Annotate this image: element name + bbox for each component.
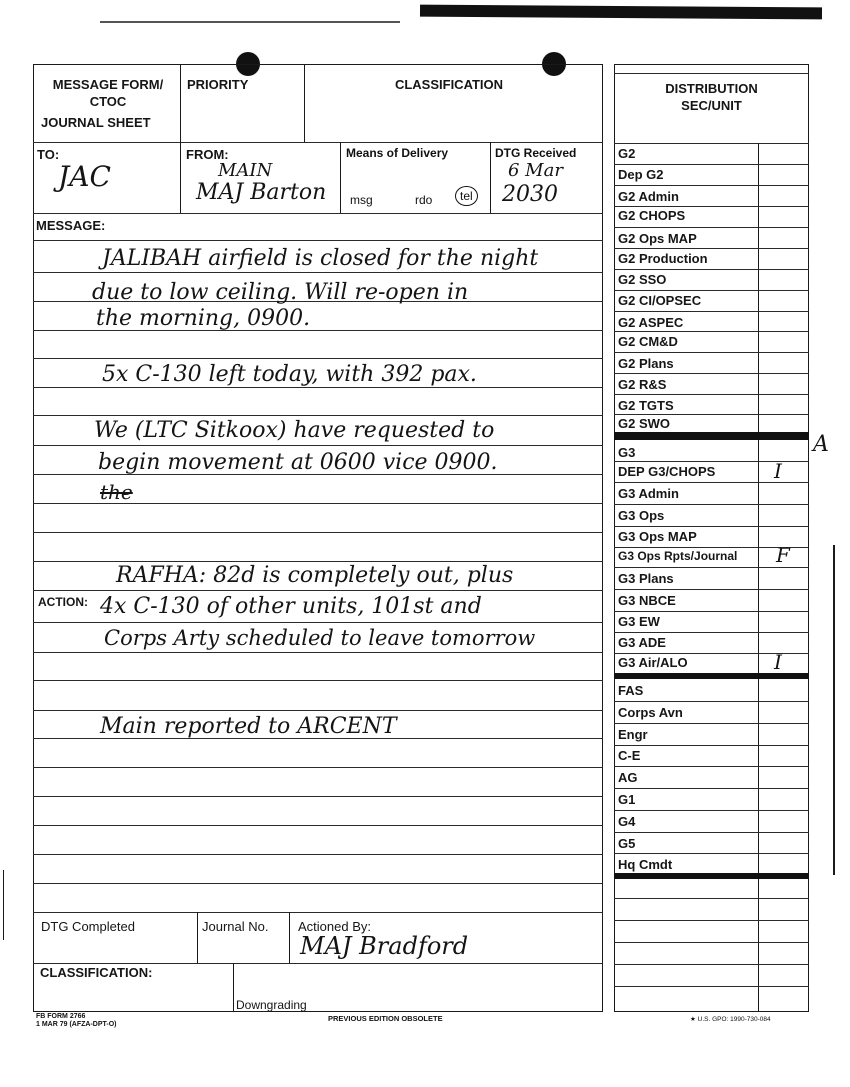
form-number-line-1: FB FORM 2766 xyxy=(36,1013,86,1020)
ruled-line xyxy=(33,272,603,273)
scan-smudge-left xyxy=(100,21,400,23)
distribution-separator-g2-g3 xyxy=(614,432,809,440)
classification-label: CLASSIFICATION xyxy=(394,77,504,92)
distribution-rule xyxy=(614,227,809,228)
distribution-top-rule xyxy=(614,73,809,74)
message-line: Main reported to ARCENT xyxy=(100,714,397,739)
dist-item-ce: C-E xyxy=(618,748,641,763)
header-col-1 xyxy=(180,64,181,142)
distribution-rule xyxy=(614,853,809,854)
distribution-rule xyxy=(614,745,809,746)
distribution-rule xyxy=(614,394,809,395)
footer-col-2 xyxy=(289,912,290,963)
dist-item-g1: G1 xyxy=(618,792,636,807)
routing-col-3 xyxy=(490,142,491,213)
distribution-rule xyxy=(614,373,809,374)
dist-item-g3-ade: G3 ADE xyxy=(618,635,666,650)
dist-item-ag: AG xyxy=(618,770,638,785)
distribution-rule xyxy=(614,723,809,724)
footer-col-1 xyxy=(197,912,198,963)
dist-item-g4: G4 xyxy=(618,814,636,829)
distribution-mark-column xyxy=(758,143,759,1012)
distribution-rule xyxy=(614,589,809,590)
gpo-note: ★ U.S. GPO: 1990-730-084 xyxy=(690,1016,771,1023)
distribution-rule xyxy=(614,311,809,312)
distribution-separator-bottom xyxy=(614,873,809,879)
dist-item-g2-ops-map: G2 Ops MAP xyxy=(618,231,697,246)
message-line: begin movement at 0600 vice 0900. xyxy=(98,450,498,475)
footer-col-3 xyxy=(233,963,234,1012)
message-line: 5x C-130 left today, with 392 pax. xyxy=(102,362,477,387)
form-number-line-2: 1 MAR 79 (AFZA-DPT-O) xyxy=(36,1021,117,1028)
ruled-line xyxy=(33,415,603,416)
ruled-line xyxy=(33,854,603,855)
dist-item-g3: G3 xyxy=(618,445,636,460)
ruled-line xyxy=(33,883,603,884)
dist-item-g3-air-alo: G3 Air/ALO xyxy=(618,655,688,670)
message-line: We (LTC Sitkoox) have requested to xyxy=(94,418,495,443)
dtg-received-day: 6 Mar xyxy=(508,160,563,181)
header-divider xyxy=(33,142,603,143)
ruled-line xyxy=(33,532,603,533)
dist-item-fas: FAS xyxy=(618,683,644,698)
distribution-header-divider xyxy=(614,143,809,144)
dist-item-g2: G2 xyxy=(618,146,636,161)
message-label: MESSAGE: xyxy=(36,218,106,233)
distribution-title-line-2: SEC/UNIT xyxy=(681,98,742,113)
routing-col-2 xyxy=(340,142,341,213)
dtg-received-label: DTG Received xyxy=(495,146,577,160)
journal-sheet-label: JOURNAL SHEET xyxy=(41,115,151,130)
to-label: TO: xyxy=(37,147,60,162)
mark-g3-air-alo: I xyxy=(774,650,782,674)
means-option-tel: tel xyxy=(455,186,478,206)
distribution-rule xyxy=(614,920,809,921)
mark-dep-g3-chops: I xyxy=(774,459,782,483)
dist-item-g3-ops-rpts: G3 Ops Rpts/Journal xyxy=(618,549,738,563)
dist-item-g2-swo: G2 SWO xyxy=(618,416,671,431)
ruled-line xyxy=(33,680,603,681)
distribution-rule xyxy=(614,986,809,987)
means-option-msg: msg xyxy=(350,193,373,207)
distribution-rule xyxy=(614,788,809,789)
dist-item-g5: G5 xyxy=(618,836,636,851)
distribution-rule xyxy=(614,567,809,568)
message-line: due to low ceiling. Will re-open in xyxy=(92,280,469,305)
ruled-line xyxy=(33,561,603,562)
priority-label: PRIORITY xyxy=(187,77,249,92)
distribution-rule xyxy=(614,964,809,965)
distribution-rule xyxy=(614,352,809,353)
dist-item-g2-rs: G2 R&S xyxy=(618,377,667,392)
mark-margin: A xyxy=(813,432,829,457)
dtg-completed-label: DTG Completed xyxy=(41,919,135,934)
message-line: 4x C-130 of other units, 101st and xyxy=(100,594,482,619)
dist-item-engr: Engr xyxy=(618,727,648,742)
dist-item-g2-ci-opsec: G2 CI/OPSEC xyxy=(618,293,702,308)
right-margin-line xyxy=(833,545,835,875)
dist-item-corps-avn: Corps Avn xyxy=(618,705,683,720)
distribution-rule xyxy=(614,206,809,207)
dist-item-dep-g3-chops: DEP G3/CHOPS xyxy=(618,464,716,479)
distribution-rule xyxy=(614,898,809,899)
distribution-rule xyxy=(614,942,809,943)
to-value: JAC xyxy=(58,160,111,193)
action-label: ACTION: xyxy=(38,595,88,609)
dist-item-g3-ew: G3 EW xyxy=(618,614,660,629)
ruled-line xyxy=(33,825,603,826)
means-option-rdo: rdo xyxy=(415,193,433,207)
distribution-rule xyxy=(614,526,809,527)
from-label: FROM: xyxy=(186,147,229,162)
form-number xyxy=(36,1013,117,1029)
dist-item-g3-nbce: G3 NBCE xyxy=(618,593,676,608)
message-line: Corps Arty scheduled to leave tomorrow xyxy=(104,626,536,650)
dist-item-g2-chops: G2 CHOPS xyxy=(618,208,686,223)
ruled-line xyxy=(33,796,603,797)
downgrading-label: Downgrading xyxy=(236,998,307,1012)
form-title-line-2: CTOC xyxy=(89,94,127,109)
distribution-rule xyxy=(614,504,809,505)
dist-item-g3-ops-map: G3 Ops MAP xyxy=(618,529,697,544)
means-of-delivery-label: Means of Delivery xyxy=(346,146,449,160)
dist-item-g3-plans: G3 Plans xyxy=(618,571,674,586)
left-margin-line xyxy=(3,870,4,940)
distribution-rule xyxy=(614,611,809,612)
dist-item-hq-cmdt: Hq Cmdt xyxy=(618,857,673,872)
distribution-rule xyxy=(614,185,809,186)
message-line: the morning, 0900. xyxy=(96,306,311,331)
distribution-rule xyxy=(614,290,809,291)
distribution-rule xyxy=(614,766,809,767)
mark-g3-ops-rpts: F xyxy=(776,543,790,567)
distribution-rule xyxy=(614,701,809,702)
ruled-line xyxy=(33,445,603,446)
dist-item-g3-admin: G3 Admin xyxy=(618,486,679,501)
dist-item-g2-sso: G2 SSO xyxy=(618,272,667,287)
dist-item-g2-production: G2 Production xyxy=(618,251,708,266)
dist-item-g2-tgts: G2 TGTS xyxy=(618,398,674,413)
form-title-line-1: MESSAGE FORM/ xyxy=(52,77,164,92)
ruled-line xyxy=(33,387,603,388)
previous-edition-note: PREVIOUS EDITION OBSOLETE xyxy=(328,1014,443,1023)
distribution-rule xyxy=(614,248,809,249)
dtg-received-time: 2030 xyxy=(502,182,558,207)
dist-item-g2-aspec: G2 ASPEC xyxy=(618,315,684,330)
distribution-rule xyxy=(614,269,809,270)
dist-item-g3-ops: G3 Ops xyxy=(618,508,665,523)
dist-item-g2-admin: G2 Admin xyxy=(618,189,679,204)
ruled-line xyxy=(33,710,603,711)
actioned-by-label: Actioned By: xyxy=(298,919,371,934)
distribution-rule xyxy=(614,414,809,415)
distribution-rule xyxy=(614,832,809,833)
footer-mid-divider xyxy=(33,963,603,964)
distribution-title-line-1: DISTRIBUTION xyxy=(665,81,758,96)
ruled-line xyxy=(33,652,603,653)
distribution-rule xyxy=(614,810,809,811)
distribution-rule xyxy=(614,632,809,633)
dist-item-g2-plans: G2 Plans xyxy=(618,356,674,371)
ruled-line xyxy=(33,240,603,241)
journal-no-label: Journal No. xyxy=(202,919,269,934)
message-line: RAFHA: 82d is completely out, plus xyxy=(116,563,514,588)
routing-col-1 xyxy=(180,142,181,213)
form-title xyxy=(38,76,178,110)
routing-divider xyxy=(33,213,603,214)
ruled-line xyxy=(33,622,603,623)
footer-top-divider xyxy=(33,912,603,913)
message-line-strike: the xyxy=(100,480,133,504)
ruled-line xyxy=(33,358,603,359)
distribution-rule xyxy=(614,164,809,165)
message-line: JALIBAH airfield is closed for the night xyxy=(102,246,539,271)
dist-item-g2-cmd: G2 CM&D xyxy=(618,334,678,349)
from-line-1: MAIN xyxy=(218,160,273,181)
footer-classification-label: CLASSIFICATION: xyxy=(40,965,153,980)
ruled-line xyxy=(33,590,603,591)
scan-smudge-top xyxy=(420,5,822,20)
actioned-by-value: MAJ Bradford xyxy=(300,932,469,960)
dist-item-dep-g2: Dep G2 xyxy=(618,167,664,182)
ruled-line xyxy=(33,767,603,768)
distribution-title xyxy=(614,80,809,114)
header-col-2 xyxy=(304,64,305,142)
distribution-rule xyxy=(614,331,809,332)
from-line-2: MAJ Barton xyxy=(196,180,327,205)
